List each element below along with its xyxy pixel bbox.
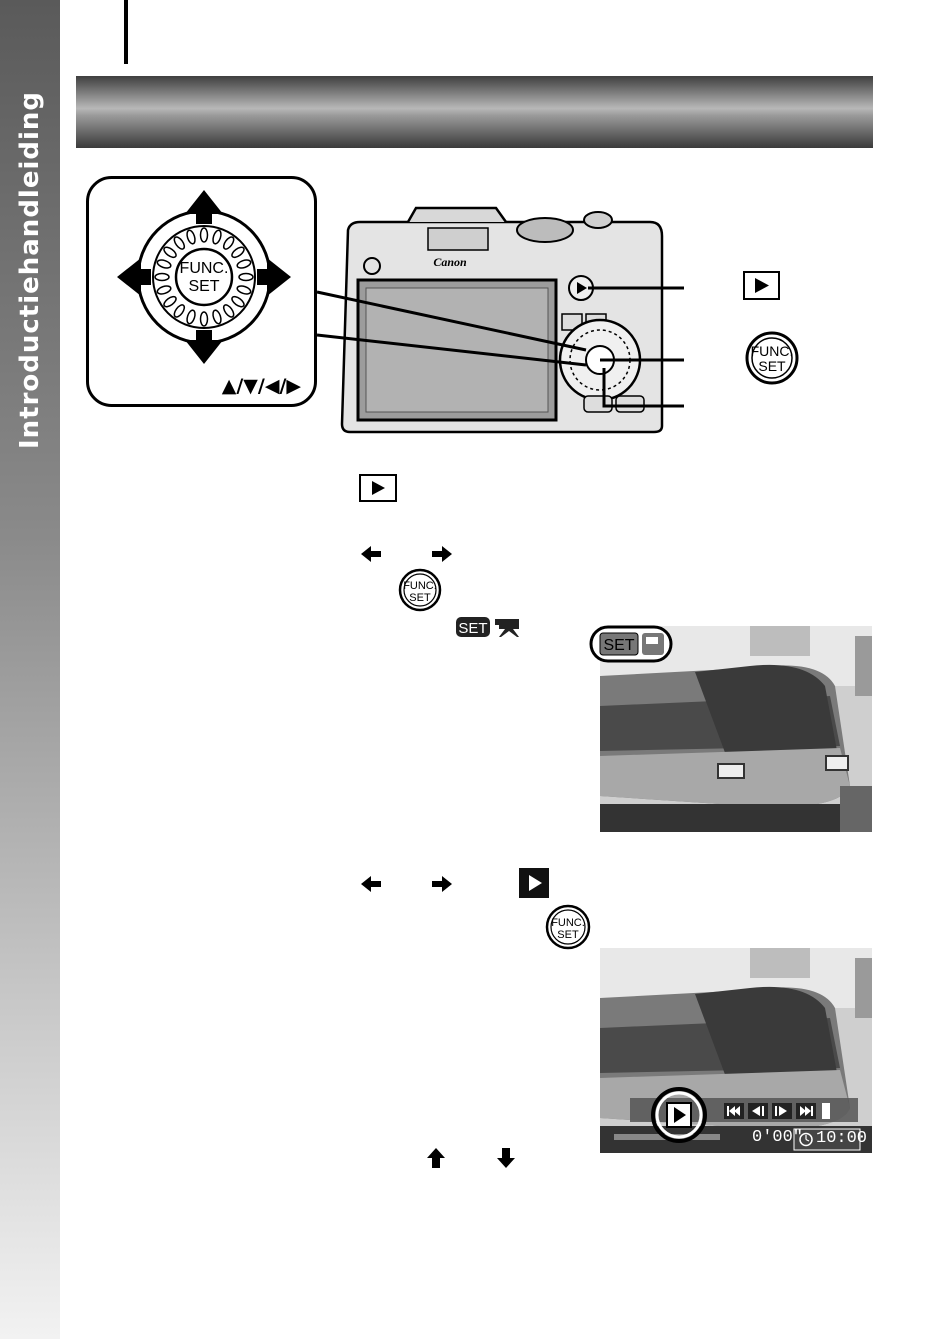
play-button-highlight: [650, 1086, 708, 1144]
set-badge-overlay: [588, 624, 674, 664]
svg-text:SET: SET: [557, 929, 579, 941]
play-icon: [745, 273, 778, 298]
svg-text:FUNC.: FUNC.: [403, 580, 437, 592]
arrow-right-icon: [431, 545, 453, 563]
arrow-keys-caption: ▲/▼/◀/▶: [221, 375, 301, 397]
arrow-left-icon: [360, 875, 382, 893]
sidebar-title: Introductiehandleiding: [15, 90, 45, 450]
arrow-right-icon: [431, 875, 453, 893]
set-badge-overlay-label: SET: [603, 637, 635, 654]
play-icon: [361, 476, 395, 500]
frame-forward-icon: [772, 1103, 792, 1119]
frame-back-icon: [748, 1103, 768, 1119]
playback-counter: 0'00": [752, 1128, 804, 1147]
funcset-callout-icon: [744, 330, 800, 386]
svg-text:SET: SET: [409, 592, 431, 604]
svg-text:FUNC.: FUNC.: [551, 917, 585, 929]
dial-label-set: SET: [188, 278, 220, 295]
camera-back-diagram: [300, 200, 700, 440]
movie-camera-icon: [495, 619, 519, 637]
arrow-left-icon: [360, 545, 382, 563]
movie-playback-photo: [600, 948, 872, 1153]
step1-play-icon: [359, 474, 397, 502]
set-badge-label: SET: [458, 620, 488, 637]
arrow-down-icon: [496, 1147, 516, 1169]
skip-to-start-icon: [724, 1103, 744, 1119]
funcset-inline-icon: [545, 904, 591, 950]
arrow-up-icon: [426, 1147, 446, 1169]
funcset-inline-icon: [398, 568, 442, 612]
play-mode-callout-icon: [743, 271, 780, 300]
set-movie-badge: [455, 615, 527, 639]
skip-to-end-icon: [796, 1103, 816, 1119]
control-dial-inset: [86, 176, 318, 408]
volume-icon: [822, 1103, 830, 1119]
svg-text:FUNC.: FUNC.: [750, 343, 794, 359]
play-control-icon: [519, 868, 549, 898]
camera-brand-logo: Canon: [433, 255, 467, 269]
section-title-banner: [76, 76, 873, 148]
page-marker-bar: [124, 0, 128, 64]
sidebar-tab: [0, 0, 60, 1339]
dial-label-func: FUNC.: [179, 260, 229, 277]
movie-duration: 10:00: [816, 1129, 868, 1148]
svg-text:SET: SET: [758, 358, 786, 374]
